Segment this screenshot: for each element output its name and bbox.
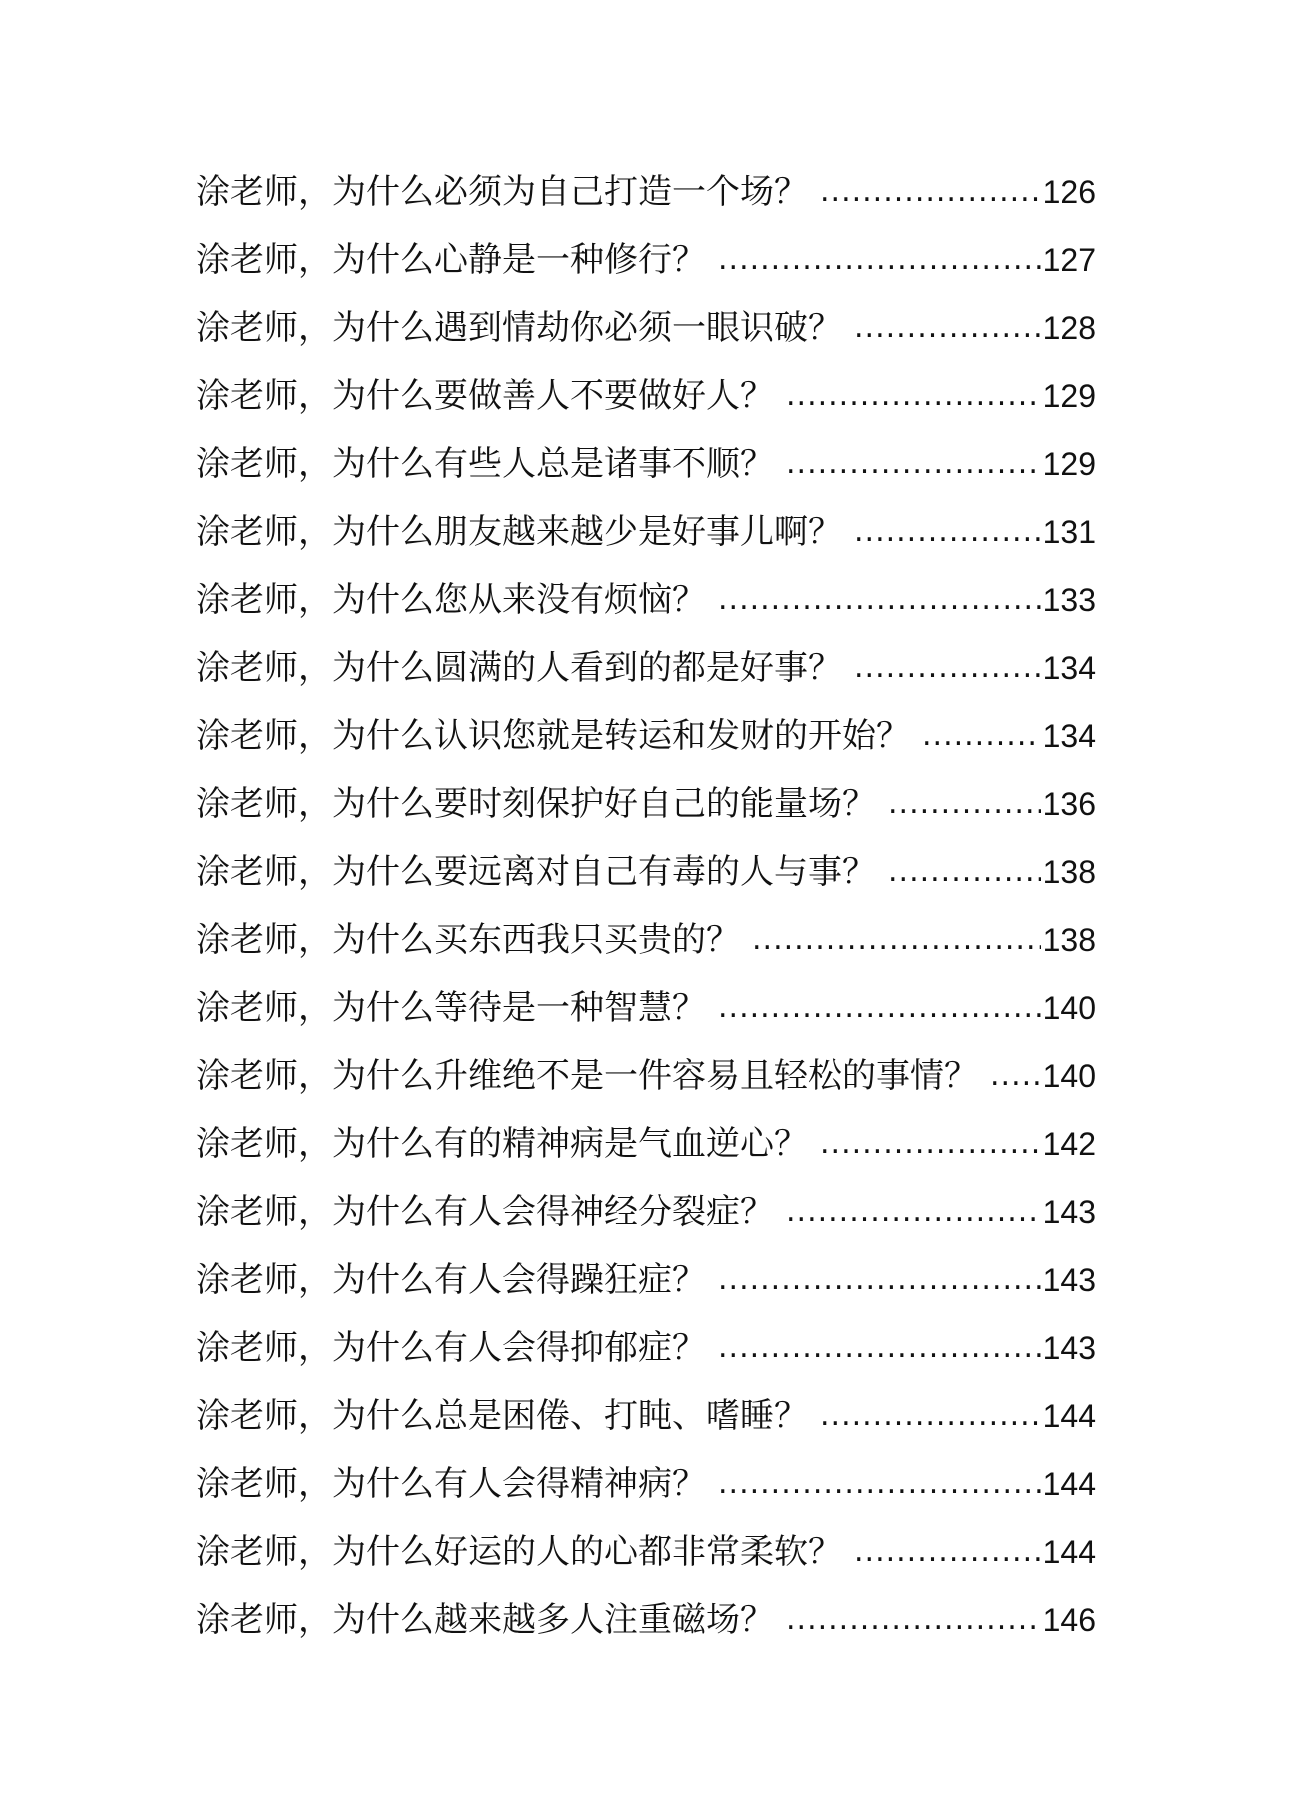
toc-entry[interactable] — [196, 838, 1096, 906]
toc-entry-page: 126 — [1042, 174, 1096, 210]
toc-entry-page: 129 — [1042, 378, 1096, 414]
toc-entry[interactable] — [196, 702, 1096, 770]
toc-entry-title: 涂老师，为什么有些人总是诸事不顺？ — [196, 444, 774, 484]
toc-entry-title: 涂老师，为什么买东西我只买贵的？ — [196, 920, 740, 960]
dot-leader — [854, 634, 1041, 702]
toc-entry-title: 涂老师，为什么心静是一种修行？ — [196, 240, 706, 280]
dot-leader — [718, 974, 1041, 1042]
toc-entry-title: 涂老师，为什么遇到情劫你必须一眼识破？ — [196, 308, 842, 348]
toc-entry-page: 143 — [1042, 1194, 1096, 1230]
dot-leader — [888, 770, 1041, 838]
toc-entry-page: 144 — [1042, 1466, 1096, 1502]
dot-leader — [752, 906, 1041, 974]
toc-entry-title: 涂老师，为什么要做善人不要做好人？ — [196, 376, 774, 416]
dot-leader — [854, 294, 1041, 362]
toc-entry[interactable] — [196, 1246, 1096, 1314]
toc-entry-page: 140 — [1042, 990, 1096, 1026]
toc-entry-title: 涂老师，为什么总是困倦、打盹、嗜睡？ — [196, 1396, 808, 1436]
toc-entry-page: 143 — [1042, 1262, 1096, 1298]
toc-entry-page: 131 — [1042, 514, 1096, 550]
dot-leader — [718, 226, 1041, 294]
toc-entry-title: 涂老师，为什么圆满的人看到的都是好事？ — [196, 648, 842, 688]
toc-entry-title: 涂老师，为什么认识您就是转运和发财的开始？ — [196, 716, 910, 756]
toc-entry-page: 144 — [1042, 1534, 1096, 1570]
dot-leader — [718, 1450, 1041, 1518]
toc-entry[interactable] — [196, 1178, 1096, 1246]
dot-leader — [718, 1246, 1041, 1314]
toc-entry-page: 138 — [1042, 922, 1096, 958]
toc-entry-title: 涂老师，为什么升维绝不是一件容易且轻松的事情？ — [196, 1056, 978, 1096]
toc-entry[interactable] — [196, 566, 1096, 634]
dot-leader — [786, 1178, 1041, 1246]
toc-entry-page: 138 — [1042, 854, 1096, 890]
toc-entry[interactable] — [196, 226, 1096, 294]
toc-entry-page: 142 — [1042, 1126, 1096, 1162]
toc-entry[interactable] — [196, 1586, 1096, 1654]
toc-entry-title: 涂老师，为什么必须为自己打造一个场？ — [196, 172, 808, 212]
toc-entry-page: 146 — [1042, 1602, 1096, 1638]
table-of-contents — [196, 158, 1096, 1654]
toc-entry-page: 144 — [1042, 1398, 1096, 1434]
toc-entry[interactable] — [196, 1314, 1096, 1382]
toc-entry-page: 140 — [1042, 1058, 1096, 1094]
toc-entry-page: 133 — [1042, 582, 1096, 618]
toc-entry[interactable] — [196, 1382, 1096, 1450]
toc-entry[interactable] — [196, 294, 1096, 362]
toc-entry-title: 涂老师，为什么您从来没有烦恼？ — [196, 580, 706, 620]
dot-leader — [854, 1518, 1041, 1586]
dot-leader — [786, 1586, 1041, 1654]
toc-entry-title: 涂老师，为什么等待是一种智慧？ — [196, 988, 706, 1028]
dot-leader — [854, 498, 1041, 566]
toc-entry-title: 涂老师，为什么有人会得神经分裂症？ — [196, 1192, 774, 1232]
dot-leader — [786, 430, 1041, 498]
toc-entry[interactable] — [196, 1042, 1096, 1110]
dot-leader — [820, 1110, 1041, 1178]
toc-entry[interactable] — [196, 362, 1096, 430]
toc-entry-page: 143 — [1042, 1330, 1096, 1366]
toc-entry-page: 136 — [1042, 786, 1096, 822]
toc-entry-title: 涂老师，为什么越来越多人注重磁场？ — [196, 1600, 774, 1640]
toc-entry-title: 涂老师，为什么朋友越来越少是好事儿啊？ — [196, 512, 842, 552]
toc-entry[interactable] — [196, 1518, 1096, 1586]
toc-entry-page: 127 — [1042, 242, 1096, 278]
dot-leader — [820, 1382, 1041, 1450]
toc-entry-title: 涂老师，为什么要远离对自己有毒的人与事？ — [196, 852, 876, 892]
toc-entry[interactable] — [196, 158, 1096, 226]
toc-entry[interactable] — [196, 1450, 1096, 1518]
toc-entry[interactable] — [196, 1110, 1096, 1178]
toc-entry-title: 涂老师，为什么要时刻保护好自己的能量场？ — [196, 784, 876, 824]
toc-entry[interactable] — [196, 634, 1096, 702]
dot-leader — [922, 702, 1041, 770]
toc-entry-title: 涂老师，为什么好运的人的心都非常柔软？ — [196, 1532, 842, 1572]
toc-entry-page: 134 — [1042, 718, 1096, 754]
toc-entry-page: 129 — [1042, 446, 1096, 482]
toc-entry-title: 涂老师，为什么有人会得精神病？ — [196, 1464, 706, 1504]
toc-entry-page: 134 — [1042, 650, 1096, 686]
toc-entry-title: 涂老师，为什么有的精神病是气血逆心？ — [196, 1124, 808, 1164]
dot-leader — [718, 566, 1041, 634]
toc-entry[interactable] — [196, 770, 1096, 838]
toc-entry[interactable] — [196, 430, 1096, 498]
toc-entry[interactable] — [196, 498, 1096, 566]
dot-leader — [990, 1042, 1041, 1110]
toc-entry[interactable] — [196, 974, 1096, 1042]
dot-leader — [888, 838, 1041, 906]
toc-entry-page: 128 — [1042, 310, 1096, 346]
dot-leader — [718, 1314, 1041, 1382]
toc-entry-title: 涂老师，为什么有人会得抑郁症？ — [196, 1328, 706, 1368]
toc-entry[interactable] — [196, 906, 1096, 974]
dot-leader — [820, 158, 1041, 226]
dot-leader — [786, 362, 1041, 430]
toc-entry-title: 涂老师，为什么有人会得躁狂症？ — [196, 1260, 706, 1300]
